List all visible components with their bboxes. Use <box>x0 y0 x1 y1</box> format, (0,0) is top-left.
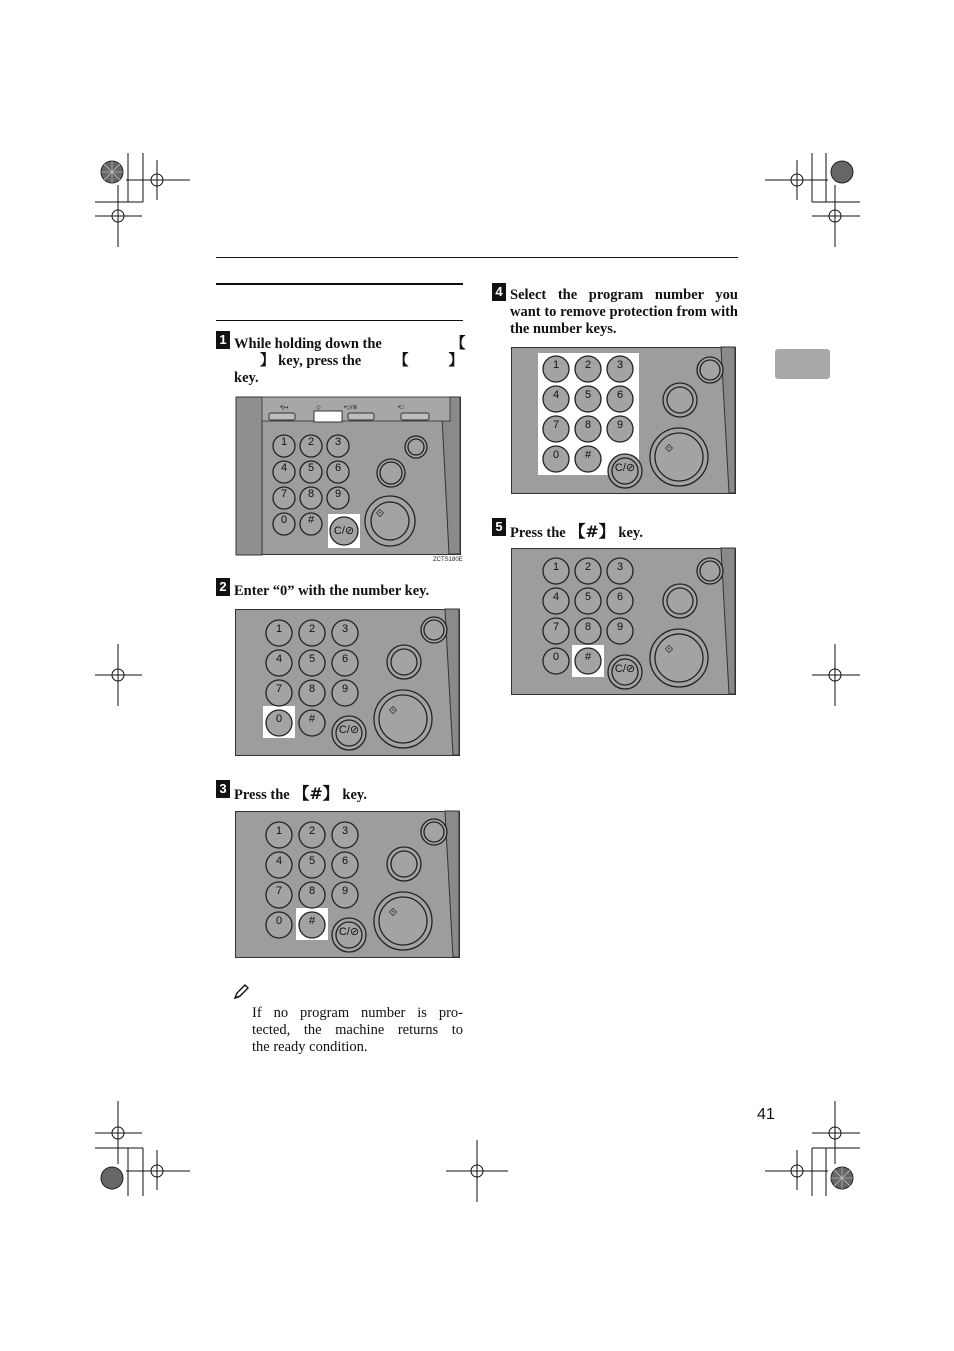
keypad-key-label: 7 <box>280 488 288 500</box>
keypad-key-label: 3 <box>341 825 349 837</box>
keypad-key-label: 5 <box>308 653 316 665</box>
panel-image-step-4 <box>511 347 737 495</box>
svg-text:C/⊘: C/⊘ <box>338 926 360 938</box>
header-rule <box>216 257 738 258</box>
keypad-key-label: 9 <box>341 683 349 695</box>
keypad-key-label: 5 <box>307 462 315 474</box>
svg-text:C/⊘: C/⊘ <box>614 462 636 474</box>
keypad-key-label: 3 <box>616 359 624 371</box>
keypad-key-label: 5 <box>308 855 316 867</box>
svg-text:•|↦: •|↦ <box>280 405 289 411</box>
panel-image-step-5 <box>511 548 737 696</box>
svg-text:•◇/⊚: •◇/⊚ <box>344 405 358 411</box>
panel-code: ZCTS180E <box>433 557 463 563</box>
keypad-key-label: 9 <box>341 885 349 897</box>
step-2-number: 2 <box>216 578 230 596</box>
step-5-number: 5 <box>492 518 506 536</box>
keypad-key-label: 3 <box>616 561 624 573</box>
keypad-key-label: 0 <box>280 514 288 526</box>
step-1-number: 1 <box>216 331 230 349</box>
keypad-key-label: 4 <box>552 389 560 401</box>
note-text: If no program number is pro- tected, the machine returns to the ready condition. <box>252 1005 463 1055</box>
svg-text:⟐: ⟐ <box>664 644 674 656</box>
keypad-key-label: 2 <box>584 561 592 573</box>
keypad-key-label: 2 <box>584 359 592 371</box>
section-rule-thick <box>216 283 463 285</box>
step-3-number: 3 <box>216 780 230 798</box>
page-number: 41 <box>757 1106 775 1123</box>
keypad-key-label: 4 <box>552 591 560 603</box>
keypad-key-label: 1 <box>552 561 560 573</box>
keypad-key-label: 6 <box>616 389 624 401</box>
svg-text:⟐: ⟐ <box>388 705 398 717</box>
keypad-key-label: 8 <box>584 419 592 431</box>
keypad-key-label: 0 <box>275 915 283 927</box>
hash-key-glyph: 【#】 <box>293 784 339 803</box>
keypad-key-label: 8 <box>307 488 315 500</box>
keypad-key-label: 0 <box>275 713 283 725</box>
svg-text:C/⊘: C/⊘ <box>614 663 636 675</box>
step-5-text: Press the 【#】 key. <box>510 522 643 541</box>
section-rule-thin <box>216 320 463 321</box>
pencil-note-icon <box>233 984 249 1000</box>
panel-image-step-2 <box>235 609 461 757</box>
panel-image-step-3 <box>235 811 461 959</box>
hash-key-glyph: 【#】 <box>569 522 615 541</box>
keypad-key-label: 1 <box>552 359 560 371</box>
keypad-key-label: 3 <box>341 623 349 635</box>
keypad-key-label: 4 <box>275 855 283 867</box>
keypad-key-label: 5 <box>584 591 592 603</box>
keypad-key-label: 1 <box>275 623 283 635</box>
keypad-key-label: # <box>308 915 316 927</box>
step-3-text: Press the 【#】 key. <box>234 784 367 803</box>
svg-text:•□: •□ <box>398 405 404 411</box>
keypad-key-label: 1 <box>280 436 288 448</box>
svg-text:C/⊘: C/⊘ <box>338 724 360 736</box>
svg-text:⟐: ⟐ <box>388 907 398 919</box>
keypad-key-label: 7 <box>275 683 283 695</box>
keypad-key-label: 0 <box>552 651 560 663</box>
panel-image-step-1 <box>236 397 463 563</box>
keypad-key-label: 9 <box>334 488 342 500</box>
keypad-key-label: 8 <box>584 621 592 633</box>
keypad-key-label: 8 <box>308 885 316 897</box>
step-2-text: Enter “0” with the number key. <box>234 583 430 599</box>
keypad-key-label: 2 <box>307 436 315 448</box>
step-1-text: While holding down the 【 】 key, press the 【 】 key. <box>234 336 466 386</box>
keypad-key-label: 0 <box>552 449 560 461</box>
keypad-key-label: 9 <box>616 621 624 633</box>
step-4-number: 4 <box>492 283 506 301</box>
step-4-text: Select the program number you want to remove protection from with the number keys. <box>510 287 738 337</box>
keypad-key-label: 2 <box>308 623 316 635</box>
keypad-key-label: 6 <box>616 591 624 603</box>
keypad-key-label: 4 <box>280 462 288 474</box>
keypad-key-label: # <box>584 449 592 461</box>
keypad-key-label: 6 <box>334 462 342 474</box>
svg-text:◇: ◇ <box>316 405 321 411</box>
keypad-key-label: 7 <box>275 885 283 897</box>
keypad-key-label: 5 <box>584 389 592 401</box>
keypad-key-label: 6 <box>341 653 349 665</box>
keypad-key-label: 1 <box>275 825 283 837</box>
keypad-key-label: # <box>307 514 315 526</box>
keypad-key-label: 7 <box>552 419 560 431</box>
keypad-key-label: 7 <box>552 621 560 633</box>
svg-text:⟐: ⟐ <box>664 443 674 455</box>
keypad-key-label: # <box>584 651 592 663</box>
svg-text:⟐: ⟐ <box>375 508 385 520</box>
keypad-key-label: 4 <box>275 653 283 665</box>
keypad-key-label: 6 <box>341 855 349 867</box>
keypad-key-label: 8 <box>308 683 316 695</box>
keypad-key-label: 2 <box>308 825 316 837</box>
svg-text:C/⊘: C/⊘ <box>333 525 355 537</box>
keypad-key-label: 9 <box>616 419 624 431</box>
chapter-thumb-tab <box>775 349 830 379</box>
keypad-key-label: # <box>308 713 316 725</box>
keypad-key-label: 3 <box>334 436 342 448</box>
bracket-open: 【 <box>451 336 466 352</box>
